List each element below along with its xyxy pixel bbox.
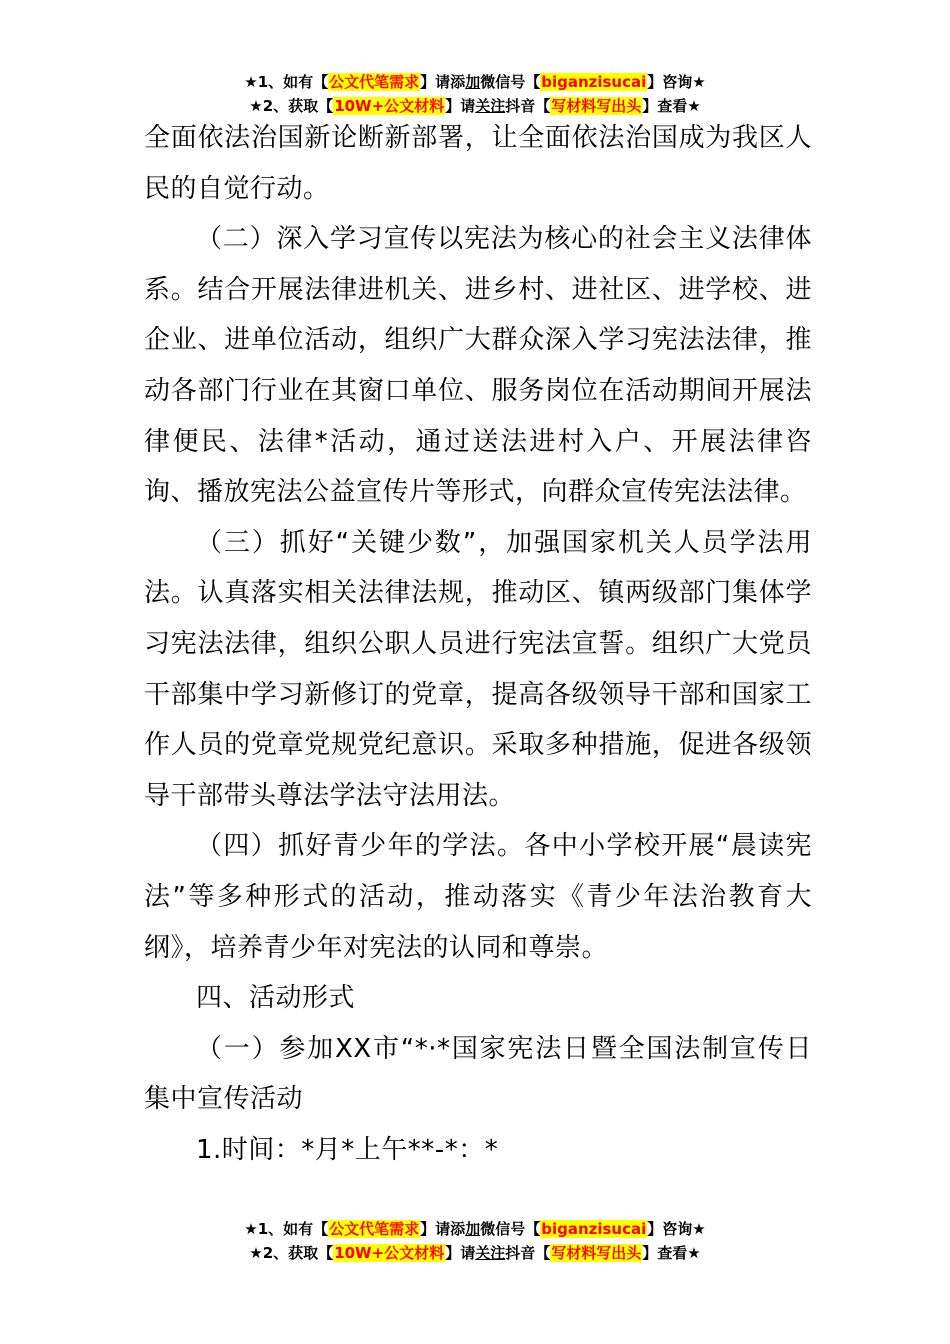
banner-text: 】请添 [420,73,466,91]
footer-banner [0,1217,950,1265]
banner-highlight: 写材料写出头 [551,1244,642,1262]
banner-highlight: 10W+公文材料 [334,97,445,115]
banner-highlight: 写材料写出头 [551,97,642,115]
paragraph-activity-1: （一）参加XX市“*·*国家宪法日暨全国法制宣传日集中宣传活动 [144,1033,812,1115]
banner-text: ★2、获取【 [249,97,334,115]
banner-text: 微信号【 [480,73,541,91]
banner-underline: 加 [465,73,481,91]
paragraph-activity-time: 1.时间：*月*上午**-*：* [196,1134,499,1165]
banner-text: 抖音【 [505,97,551,115]
banner-text: 】请 [445,1244,476,1262]
banner-text: 】咨询★ [647,1220,706,1238]
banner-text: 】请 [445,97,476,115]
banner-text: ★1、如有【 [244,73,329,91]
paragraph-section-2: （二）深入学习宣传以宪法为核心的社会主义法律体系。结合开展法律进机关、进乡村、进社区、进学校、进企业、进单位活动，组织广大群众深入学习宪法法律，推动各部门行业在其窗口单位、服务岗位在活动期间开展法律便民、法律*活动，通过送法进村入户、开展法律咨询、播放宪法公益宣传片等形式，向群众宣传宪法法律。 [144,224,812,508]
banner-text: 微信号【 [480,1220,541,1238]
document-body [144,113,812,1175]
banner-highlight: 公文代笔需求 [329,73,420,91]
banner-highlight: 公文代笔需求 [329,1220,420,1238]
banner-highlight: biganzisucai [541,73,647,91]
banner-text: 】查看★ [642,1244,701,1262]
paragraph-section-3: （三）抓好“关键少数”，加强国家机关人员学法用法。认真落实相关法律法规，推动区、镇两级部门集体学习宪法法律，组织公职人员进行宪法宣誓。组织广大党员干部集中学习新修订的党章，提高各级领导干部和国家工作人员的党章党规党纪意识。采取多种措施，促进各级领导干部带头尊法学法守法用法。 [144,527,812,811]
banner-underline: 关注 [475,97,506,115]
banner-highlight: biganzisucai [541,1220,647,1238]
banner-text: 】咨询★ [647,73,706,91]
banner-underline: 加 [465,1220,481,1238]
banner-text: ★2、获取【 [249,1244,334,1262]
banner-highlight: 10W+公文材料 [334,1244,445,1262]
banner-text: ★1、如有【 [244,1220,329,1238]
banner-line-1 [0,70,950,94]
banner-text: 】请添 [420,1220,466,1238]
paragraph-continuation: 全面依法治国新论断新部署，让全面依法治国成为我区人民的自觉行动。 [144,123,812,204]
banner-text: 抖音【 [505,1244,551,1262]
banner-line-2 [0,1241,950,1265]
paragraph-section-4: （四）抓好青少年的学法。各中小学校开展“晨读宪法”等多种形式的活动，推动落实《青少年法治教育大纲》，培养青少年对宪法的认同和尊崇。 [144,831,812,963]
banner-line-1 [0,1217,950,1241]
heading-activity-form: 四、活动形式 [196,983,356,1014]
banner-underline: 关注 [475,1244,506,1262]
header-banner [0,70,950,118]
banner-text: 】查看★ [642,97,701,115]
